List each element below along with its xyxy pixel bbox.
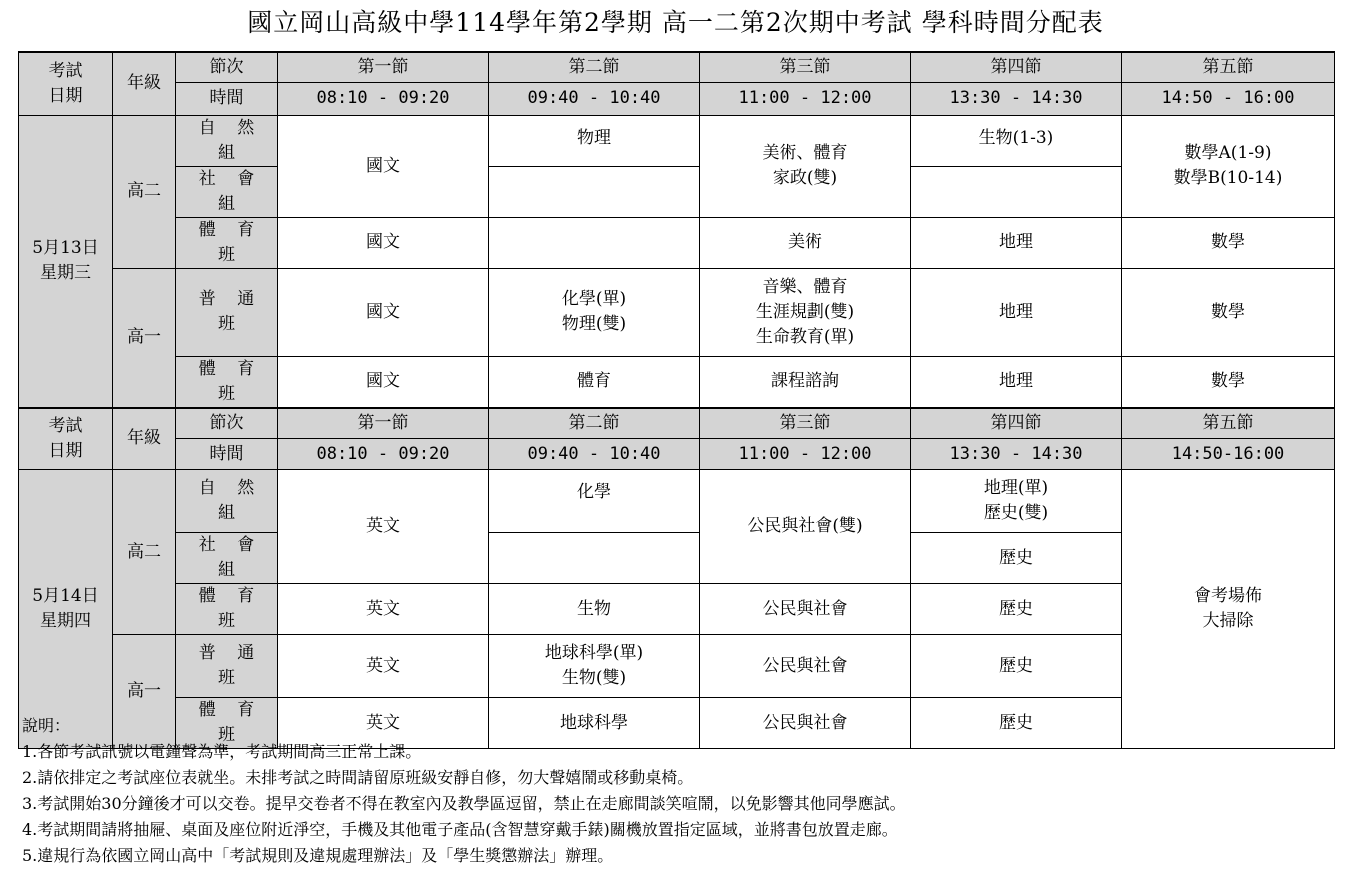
schedule-cell: 數學 <box>1122 217 1335 268</box>
grade-cell: 高二 <box>113 470 176 635</box>
notes-section <box>22 713 1342 869</box>
period-5-header: 第五節 <box>1122 52 1335 82</box>
grade-cell: 高二 <box>113 115 176 268</box>
schedule-cell: 會考場佈 大掃除 <box>1122 470 1335 749</box>
schedule-cell: 公民與社會 <box>700 584 911 635</box>
time-period-5: 14:50 - 16:00 <box>1122 82 1335 115</box>
schedule-cell: 地理(單) 歷史(雙) <box>911 470 1122 533</box>
period-label: 節次 <box>176 52 278 82</box>
note-item: 3.考試開始30分鐘後才可以交卷。提早交卷者不得在教室內及教學區逗留，禁止在走廊間談笑喧鬧，以免影響其他同學應試。 <box>22 794 906 813</box>
period-4-header: 第四節 <box>911 52 1122 82</box>
schedule-cell: 英文 <box>278 584 489 635</box>
schedule-cell: 歷史 <box>911 533 1122 584</box>
group-regular: 普 通 班 <box>176 268 278 356</box>
grade-header: 年級 <box>113 52 176 115</box>
note-item: 2.請依排定之考試座位表就坐。未排考試之時間請留原班級安靜自修，勿大聲嬉鬧或移動桌椅。 <box>22 768 694 787</box>
time-period-5: 14:50-16:00 <box>1122 439 1335 470</box>
schedule-cell: 國文 <box>278 356 489 408</box>
group-pe: 體 育 班 <box>176 584 278 635</box>
period-1-header: 第一節 <box>278 52 489 82</box>
exam-schedule-table <box>18 51 1335 749</box>
period-1-header: 第一節 <box>278 408 489 439</box>
group-social: 社 會 組 <box>176 533 278 584</box>
time-label: 時間 <box>176 82 278 115</box>
schedule-cell: 國文 <box>278 217 489 268</box>
schedule-cell: 歷史 <box>911 584 1122 635</box>
schedule-cell: 化學(單) 物理(雙) <box>489 268 700 356</box>
period-label: 節次 <box>176 408 278 439</box>
group-regular: 普 通 班 <box>176 635 278 698</box>
schedule-cell: 地球科學 <box>489 698 700 749</box>
time-period-1: 08:10 - 09:20 <box>278 439 489 470</box>
schedule-cell: 英文 <box>278 470 489 584</box>
schedule-cell: 歷史 <box>911 698 1122 749</box>
schedule-cell: 美術、體育 家政(雙) <box>700 115 911 217</box>
time-period-2: 09:40 - 10:40 <box>489 82 700 115</box>
time-period-2: 09:40 - 10:40 <box>489 439 700 470</box>
day2-date-cell: 5月14日 星期四 <box>19 470 113 749</box>
schedule-cell: 生物 <box>489 584 700 635</box>
schedule-cell: 課程諮詢 <box>700 356 911 408</box>
schedule-cell <box>489 533 700 584</box>
schedule-cell: 數學 <box>1122 356 1335 408</box>
time-period-1: 08:10 - 09:20 <box>278 82 489 115</box>
schedule-cell: 美術 <box>700 217 911 268</box>
grade-header: 年級 <box>113 408 176 470</box>
time-period-4: 13:30 - 14:30 <box>911 82 1122 115</box>
schedule-cell: 數學 <box>1122 268 1335 356</box>
schedule-cell: 地理 <box>911 217 1122 268</box>
schedule-cell: 地理 <box>911 268 1122 356</box>
schedule-cell <box>489 217 700 268</box>
group-social: 社 會 組 <box>176 166 278 217</box>
schedule-cell: 國文 <box>278 268 489 356</box>
notes-heading: 說明： <box>22 716 71 735</box>
period-4-header: 第四節 <box>911 408 1122 439</box>
schedule-cell: 公民與社會(雙) <box>700 470 911 584</box>
time-period-4: 13:30 - 14:30 <box>911 439 1122 470</box>
period-2-header: 第二節 <box>489 408 700 439</box>
period-3-header: 第三節 <box>700 52 911 82</box>
time-period-3: 11:00 - 12:00 <box>700 82 911 115</box>
time-label: 時間 <box>176 439 278 470</box>
schedule-cell: 歷史 <box>911 635 1122 698</box>
schedule-cell: 體育 <box>489 356 700 408</box>
grade-cell: 高一 <box>113 268 176 408</box>
schedule-cell: 音樂、體育 生涯規劃(雙) 生命教育(單) <box>700 268 911 356</box>
page-title: 國立岡山高級中學114學年第2學期 高一二第2次期中考試 學科時間分配表 <box>247 8 1104 37</box>
schedule-cell: 化學 <box>489 470 700 533</box>
schedule-cell: 數學A(1-9) 數學B(10-14) <box>1122 115 1335 217</box>
schedule-cell <box>489 166 700 217</box>
note-item: 5.違規行為依國立岡山高中「考試規則及違規處理辦法」及「學生獎懲辦法」辦理。 <box>22 846 614 865</box>
time-period-3: 11:00 - 12:00 <box>700 439 911 470</box>
period-3-header: 第三節 <box>700 408 911 439</box>
period-2-header: 第二節 <box>489 52 700 82</box>
exam-date-header: 考試 日期 <box>19 52 113 115</box>
note-item: 1.各節考試訊號以電鐘聲為準，考試期間高三正常上課。 <box>22 742 422 761</box>
group-science: 自 然 組 <box>176 470 278 533</box>
schedule-cell <box>911 166 1122 217</box>
exam-date-header: 考試 日期 <box>19 408 113 470</box>
schedule-cell: 物理 <box>489 115 700 166</box>
schedule-cell: 公民與社會 <box>700 698 911 749</box>
schedule-cell: 英文 <box>278 698 489 749</box>
group-pe: 體 育 班 <box>176 217 278 268</box>
schedule-cell: 地球科學(單) 生物(雙) <box>489 635 700 698</box>
group-science: 自 然 組 <box>176 115 278 166</box>
schedule-cell: 英文 <box>278 635 489 698</box>
schedule-cell: 地理 <box>911 356 1122 408</box>
period-5-header: 第五節 <box>1122 408 1335 439</box>
grade-cell: 高一 <box>113 635 176 749</box>
group-pe: 體 育 班 <box>176 698 278 749</box>
schedule-cell: 國文 <box>278 115 489 217</box>
schedule-cell: 公民與社會 <box>700 635 911 698</box>
note-item: 4.考試期間請將抽屜、桌面及座位附近淨空，手機及其他電子產品(含智慧穿戴手錶)關機放置指定區域，並將書包放置走廊。 <box>22 820 898 839</box>
day1-date-cell: 5月13日 星期三 <box>19 115 113 408</box>
group-pe: 體 育 班 <box>176 356 278 408</box>
schedule-cell: 生物(1-3) <box>911 115 1122 166</box>
